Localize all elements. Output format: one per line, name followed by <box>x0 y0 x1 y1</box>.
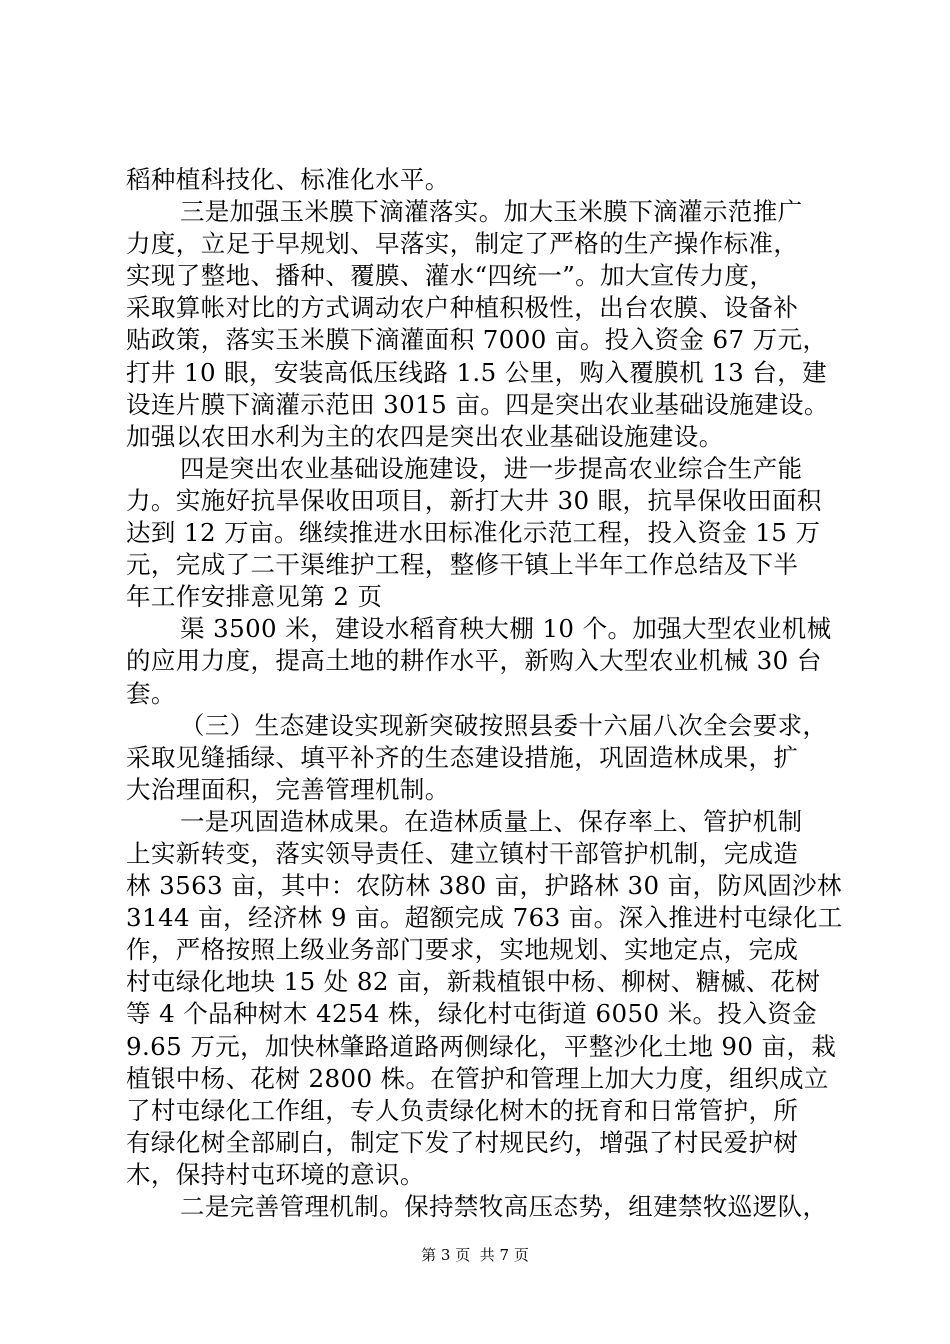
paragraph-first-line: 渠 3500 米，建设水稻育秧大棚 10 个。加强大型农业机械 <box>180 614 832 644</box>
paragraph-first-line: 四是突出农业基础设施建设，进一步提高农业综合生产能 <box>180 453 803 483</box>
text-line: 达到 12 万亩。继续推进水田标准化示范工程，投入资金 15 万 <box>126 518 821 548</box>
paragraph-first-line: （三）生态建设实现新突破按照县委十六届八次全会要求， <box>180 710 828 740</box>
text-line: 元，完成了二干渠维护工程，整修干镇上半年工作总结及下半 <box>126 550 799 580</box>
text-line: 实现了整地、播种、覆膜、灌水“四统一”。加大宣传力度， <box>126 261 775 291</box>
text-line: 力。实施好抗旱保收田项目，新打大井 30 眼，抗旱保收田面积 <box>126 485 822 515</box>
text-line: 打井 10 眼，安装高低压线路 1.5 公里，购入覆膜机 13 台，建 <box>126 357 828 387</box>
text-line: 了村屯绿化工作组，专人负责绿化树木的抚育和日常管护，所 <box>126 1095 799 1125</box>
page-number-footer: 第 3 页 共 7 页 <box>421 1246 529 1264</box>
text-line: 采取算帐对比的方式调动农户种植积极性，出台农膜、设备补 <box>126 293 799 323</box>
text-line: 作，严格按照上级业务部门要求，实地规划、实地定点，完成 <box>126 935 799 965</box>
text-line: 等 4 个品种树木 4254 株，绿化村屯街道 6050 米。投入资金 <box>126 999 818 1029</box>
text-line: 植银中杨、花树 2800 株。在管护和管理上加大力度，组织成立 <box>126 1063 829 1093</box>
text-line: 大治理面积，完善管理机制。 <box>126 774 450 804</box>
text-line: 套。 <box>126 678 176 708</box>
paragraph-first-line: 三是加强玉米膜下滴灌落实。加大玉米膜下滴灌示范推广 <box>180 197 803 227</box>
text-line: 采取见缝插绿、填平补齐的生态建设措施，巩固造林成果，扩 <box>126 742 799 772</box>
text-line: 稻种植科技化、标准化水平。 <box>126 165 450 194</box>
text-line: 9.65 万元，加快林肇路道路两侧绿化，平整沙化土地 90 亩，栽 <box>126 1031 837 1061</box>
text-line: 力度，立足于早规划、早落实，制定了严格的生产操作标准， <box>126 229 799 259</box>
text-line: 有绿化树全部刷白，制定下发了村规民约，增强了村民爱护树 <box>126 1127 799 1157</box>
paragraph-first-line: 一是巩固造林成果。在造林质量上、保存率上、管护机制 <box>180 806 803 836</box>
text-line: 上实新转变，落实领导责任、建立镇村干部管护机制，完成造 <box>126 838 799 868</box>
document-body <box>126 164 842 1223</box>
text-line: 贴政策，落实玉米膜下滴灌面积 7000 亩。投入资金 67 万元， <box>126 325 828 355</box>
paragraph-first-line: 二是完善管理机制。保持禁牧高压态势，组建禁牧巡逻队， <box>180 1192 828 1221</box>
text-line: 木，保持村屯环境的意识。 <box>126 1159 425 1189</box>
text-line: 的应用力度，提高土地的耕作水平，新购入大型农业机械 30 台 <box>126 646 822 676</box>
text-line: 设连片膜下滴灌示范田 3015 亩。四是突出农业基础设施建设。 <box>126 389 829 419</box>
text-line: 3144 亩，经济林 9 亩。超额完成 763 亩。深入推进村屯绿化工 <box>126 903 843 933</box>
text-line: 村屯绿化地块 15 处 82 亩，新栽植银中杨、柳树、糖槭、花树 <box>126 967 821 997</box>
text-line: 加强以农田水利为主的农四是突出农业基础设施建设。 <box>126 421 724 451</box>
text-line: 年工作安排意见第 2 页 <box>126 582 383 612</box>
text-line: 林 3563 亩，其中：农防林 380 亩，护路林 30 亩，防风固沙林 <box>126 871 842 901</box>
